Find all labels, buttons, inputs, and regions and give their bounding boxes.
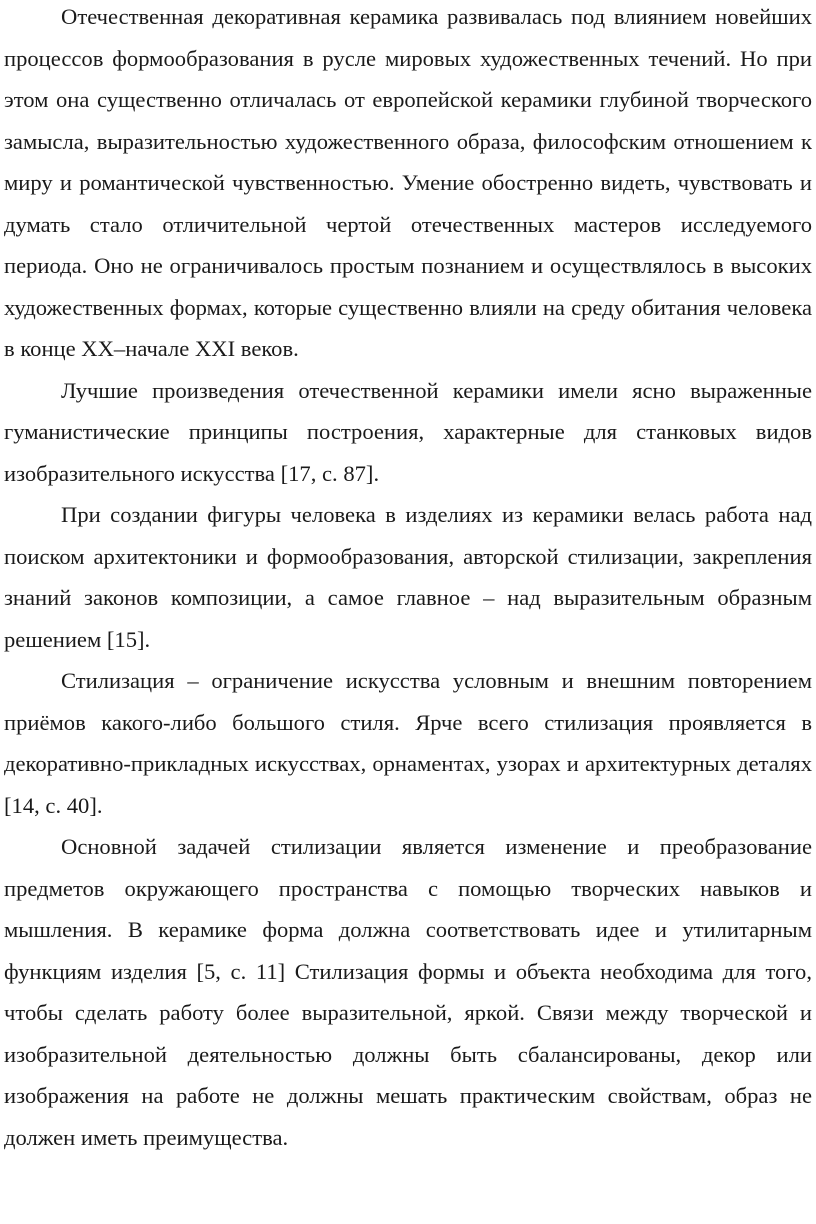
paragraph-5: Основной задачей стилизации является изменение и преобразование предметов окружающего пространства с помощью творческих навыков и мышления. В керамике форма должна соответствовать идее и утилитарным функциям изделия [5, с. 11] Стилизация формы и объекта необходима для того, чтобы сделать работу более выразительной, яркой. Связи между творческой и изобразительной деятельностью должны быть сбалансированы, декор или изображения на работе не должны мешать практическим свойствам, образ не должен иметь преимущества.	[4, 834, 812, 1150]
paragraph-1: Отечественная декоративная керамика развивалась под влиянием новейших процессов формообразования в русле мировых художественных течений. Но при этом она существенно отличалась от европейской керамики глубиной творческого замысла, выразительностью художественного образа, философским отношением к миру и романтической чувственностью. Умение обостренно видеть, чувствовать и думать стало отличительной чертой отечественных мастеров исследуемого периода. Оно не ограничивалось простым познанием и осуществлялось в высоких художественных формах, которые существенно влияли на среду обитания человека в конце XX–начале XXI веков.	[4, 4, 812, 361]
paragraph-4: Стилизация – ограничение искусства условным и внешним повторением приёмов какого-либо большого стиля. Ярче всего стилизация проявляется в декоративно-прикладных искусствах, орнаментах, узорах и архитектурных деталях [14, с. 40].	[4, 668, 812, 818]
paragraph-3: При создании фигуры человека в изделиях из керамики велась работа над поиском архитектоники и формообразования, авторской стилизации, закрепления знаний законов композиции, а самое главное – над выразительным образным решением [15].	[4, 502, 812, 652]
paragraph-2: Лучшие произведения отечественной керамики имели ясно выраженные гуманистические принципы построения, характерные для станковых видов изобразительного искусства [17, с. 87].	[4, 377, 812, 486]
